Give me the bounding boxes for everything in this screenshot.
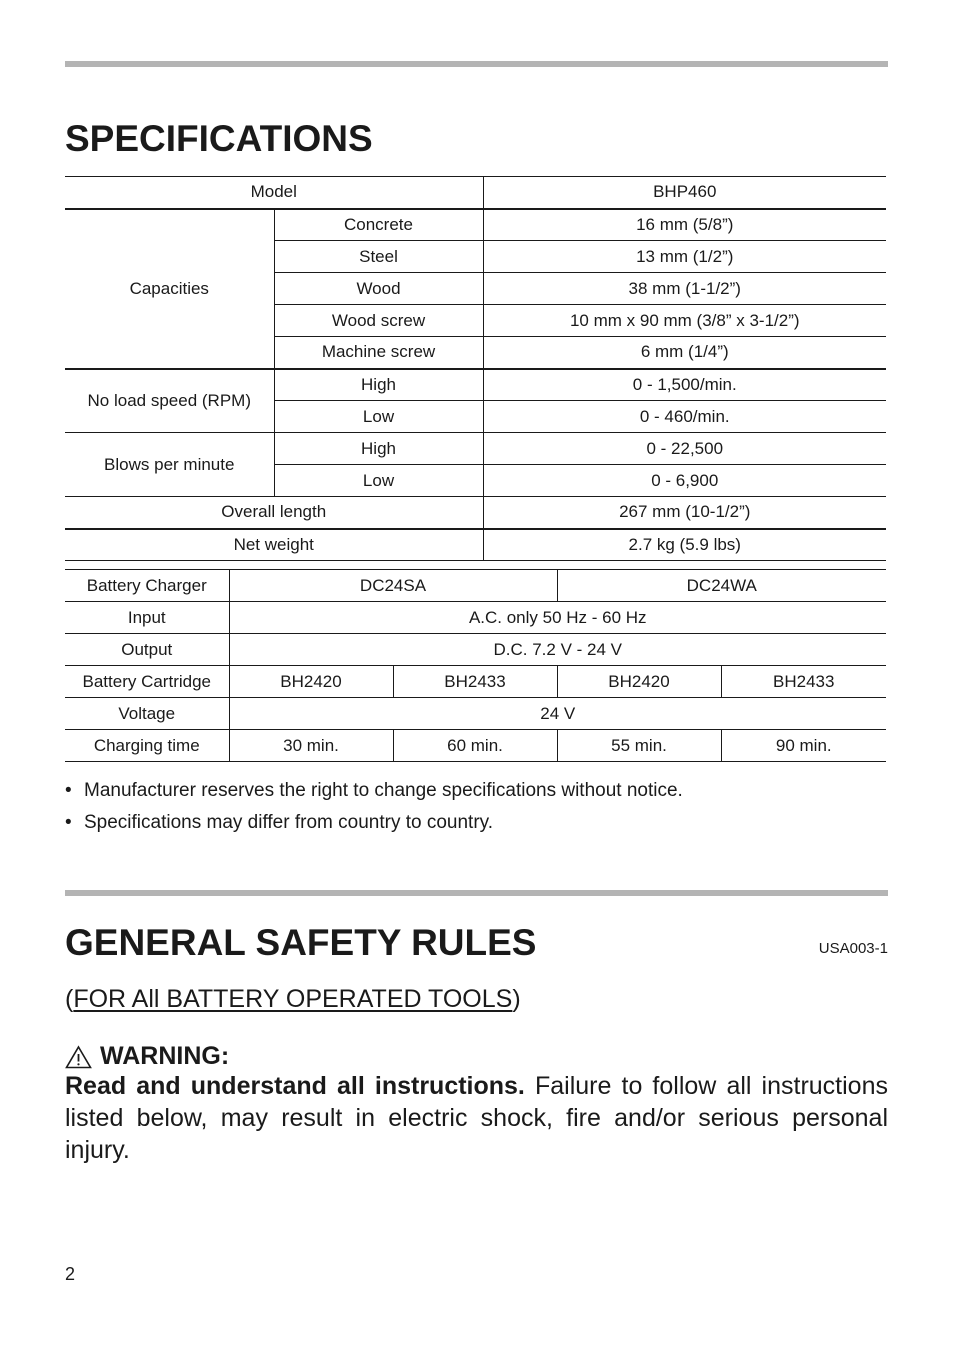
table-row [65,698,886,730]
charging-time-label: Charging time [65,730,229,762]
capacity-value: 38 mm (1-1/2”) [483,273,886,305]
capacities-label: Capacities [65,209,274,369]
specification-notes [65,778,683,842]
speed-level-label: Low [274,401,483,433]
charging-time-value: 30 min. [229,730,393,762]
net-weight-value: 2.7 kg (5.9 lbs) [483,529,886,561]
capacity-label: Machine screw [274,337,483,369]
battery-charger-table [65,569,886,762]
battery-charger-label: Battery Charger [65,570,229,602]
capacity-value: 16 mm (5/8”) [483,209,886,241]
capacity-value: 10 mm x 90 mm (3/8” x 3-1/2”) [483,305,886,337]
voltage-value: 24 V [229,698,886,730]
no-load-speed-label: No load speed (RPM) [65,369,274,433]
list-item [65,778,683,810]
capacity-value: 6 mm (1/4”) [483,337,886,369]
paren-close: ) [512,985,521,1013]
blows-value: 0 - 22,500 [483,433,886,465]
charger-model: DC24SA [229,570,557,602]
list-item [65,810,683,842]
speed-value: 0 - 460/min. [483,401,886,433]
cartridge-model: BH2433 [393,666,557,698]
note-text: Manufacturer reserves the right to change specifications without notice. [84,780,683,801]
table-row [65,570,886,602]
model-value: BHP460 [483,177,886,209]
net-weight-label: Net weight [65,529,483,561]
paren-open: ( [65,985,74,1013]
specifications-title: SPECIFICATIONS [65,118,373,159]
section-divider-top [65,61,888,67]
warning-text: Failure to follow all instructions listed below, may result in electric shock, fire and/or serious personal injury. [65,1072,888,1164]
safety-title: GENERAL SAFETY RULES [65,922,537,963]
page-number: 2 [65,1264,76,1284]
blows-level-label: Low [274,465,483,497]
input-value: A.C. only 50 Hz - 60 Hz [229,602,886,634]
document-code: USA003-1 [818,940,888,957]
speed-value: 0 - 1,500/min. [483,369,886,401]
capacity-label: Steel [274,241,483,273]
safety-subheading [65,985,521,1014]
warning-heading [65,1042,229,1071]
output-label: Output [65,634,229,666]
table-row [65,177,886,209]
table-row [65,529,886,561]
warning-emphasis: Read and understand all instructions. [65,1072,525,1100]
overall-length-value: 267 mm (10-1/2”) [483,497,886,529]
model-label: Model [65,177,483,209]
charging-time-value: 55 min. [557,730,721,762]
input-label: Input [65,602,229,634]
specifications-table [65,176,886,561]
bullet: • [65,812,72,833]
overall-length-label: Overall length [65,497,483,529]
subheading-text: FOR All BATTERY OPERATED TOOLS [73,985,513,1013]
charging-time-value: 90 min. [721,730,886,762]
blows-level-label: High [274,433,483,465]
table-row [65,369,886,401]
section-divider-safety [65,890,888,896]
bullet: • [65,780,72,801]
table-row [65,602,886,634]
table-row [65,634,886,666]
speed-level-label: High [274,369,483,401]
capacity-label: Concrete [274,209,483,241]
cartridge-model: BH2433 [721,666,886,698]
output-value: D.C. 7.2 V - 24 V [229,634,886,666]
table-row [65,209,886,241]
capacity-value: 13 mm (1/2”) [483,241,886,273]
note-text: Specifications may differ from country to country. [84,812,494,833]
blows-per-minute-label: Blows per minute [65,433,274,497]
charger-model: DC24WA [557,570,886,602]
warning-label: WARNING: [100,1042,230,1070]
capacity-label: Wood screw [274,305,483,337]
warning-paragraph [65,1070,888,1166]
capacity-label: Wood [274,273,483,305]
table-row [65,497,886,529]
warning-triangle-icon [65,1045,92,1069]
voltage-label: Voltage [65,698,229,730]
charging-time-value: 60 min. [393,730,557,762]
table-row [65,433,886,465]
cartridge-model: BH2420 [557,666,721,698]
cartridge-model: BH2420 [229,666,393,698]
blows-value: 0 - 6,900 [483,465,886,497]
table-row [65,666,886,698]
table-row [65,730,886,762]
battery-cartridge-label: Battery Cartridge [65,666,229,698]
